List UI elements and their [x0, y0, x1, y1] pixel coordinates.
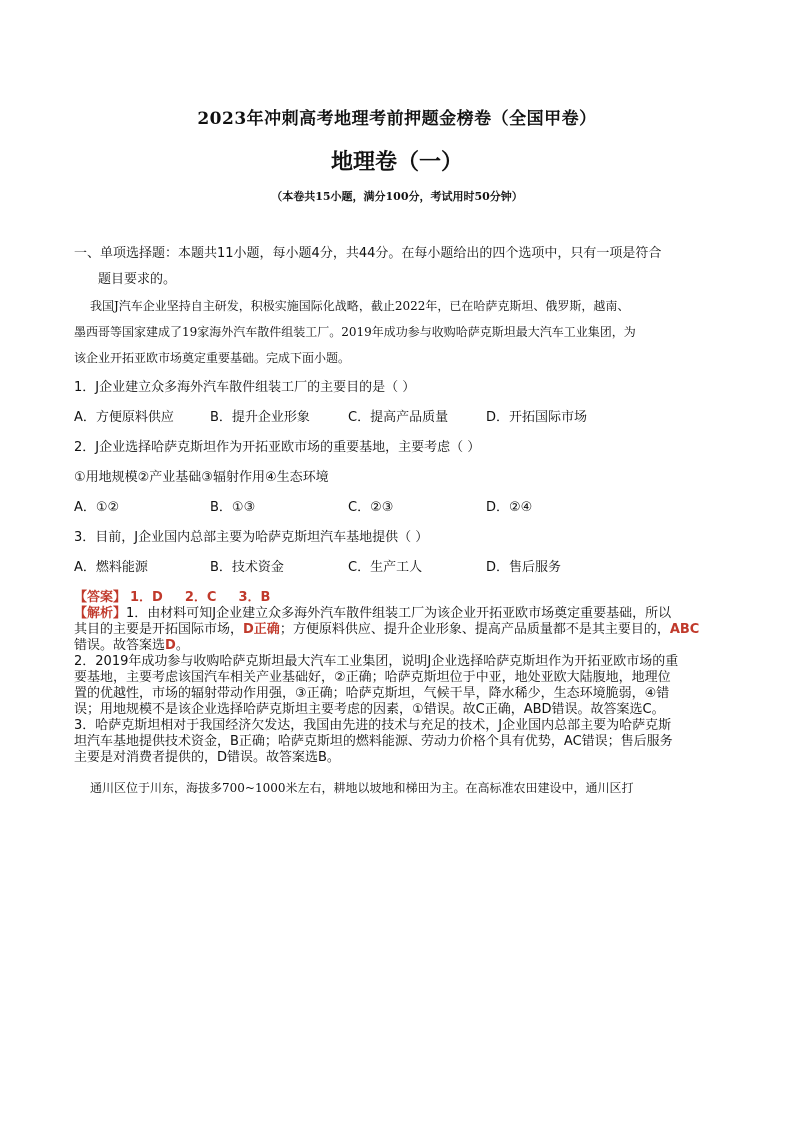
option-c: C．生产工人 [348, 560, 423, 575]
answer-label: 【答案】 [74, 590, 127, 605]
answer-line [74, 590, 722, 606]
option-d: D．开拓国际市场 [486, 410, 588, 425]
answer-value: 2．C [184, 590, 217, 605]
explanation-text: ；方便原料供应、提升企业形象、提高产品质量都不是其主要目的， [279, 622, 670, 637]
passage-1-line: 我国J汽车企业坚持自主研发，积极实施国际化战略，截止2022年，已在哈萨克斯坦、俄罗斯，越南、 [90, 299, 630, 313]
option-a: A．①② [74, 500, 120, 515]
explanation-line: 3．哈萨克斯坦相对于我国经济欠发达，我国由先进的技术与充足的技术，J企业国内总部主要为哈萨克斯 [74, 718, 672, 733]
section-heading-cont: 题目要求的。 [98, 272, 177, 287]
question-3-options [74, 560, 722, 576]
section-heading: 一、单项选择题：本题共11小题，每小题4分，共44分。在每小题给出的四个选项中，只有一项是符合 [74, 246, 662, 261]
explanation-line [74, 638, 722, 654]
explanation-text: 。 [175, 638, 189, 653]
question-2-stem: 2．J企业选择哈萨克斯坦作为开拓亚欧市场的重要基地，主要考虑（ ） [74, 440, 481, 455]
exam-content [74, 246, 722, 796]
explanation-line: 要基地，主要考虑该国汽车相关产业基础好，②正确；哈萨克斯坦位于中亚，地处亚欧大陆腹地，地理位 [74, 670, 671, 685]
explanation-highlight: D [165, 638, 176, 653]
exam-title: 2023年冲刺高考地理考前押题金榜卷（全国甲卷） [197, 109, 597, 129]
option-a: A．方便原料供应 [74, 410, 174, 425]
explanation-highlight: ABC [669, 622, 700, 637]
option-c: C．②③ [348, 500, 394, 515]
question-2-statements: ①用地规模②产业基础③辐射作用④生态环境 [74, 470, 329, 485]
explanation-line: 误；用地规模不是该企业选择哈萨克斯坦主要考虑的因素，①错误。故C正确，ABD错误。故答案选C。 [74, 702, 665, 717]
question-1-stem: 1．J企业建立众多海外汽车散件组装工厂的主要目的是（ ） [74, 380, 416, 395]
option-c: C．提高产品质量 [348, 410, 449, 425]
question-1-options [74, 410, 722, 426]
option-d: D．②④ [486, 500, 533, 515]
explanation-text: 错误。故答案选 [74, 638, 166, 653]
exam-note: （本卷共15小题，满分100分，考试用时50分钟） [271, 190, 523, 203]
explanation-line: 置的优越性，市场的辐射带动作用强，③正确；哈萨克斯坦，气候干旱，降水稀少，生态环境脆弱，④错 [74, 686, 670, 701]
option-b: B．提升企业形象 [210, 410, 310, 425]
explanation-line: 主要是对消费者提供的，D错误。故答案选B。 [74, 750, 340, 765]
explanation-line: 2．2019年成功参与收购哈萨克斯坦最大汽车工业集团，说明J企业选择哈萨克斯坦作为开拓亚欧市场的重 [74, 654, 679, 669]
option-a: A．燃料能源 [74, 560, 148, 575]
explanation-highlight: D正确 [243, 622, 280, 637]
option-d: D．售后服务 [486, 560, 562, 575]
passage-1-line: 墨西哥等国家建成了19家海外汽车散件组装工厂。2019年成功参与收购哈萨克斯坦最大汽车工业集团，为 [74, 325, 636, 339]
paper-subtitle: 地理卷（一） [330, 150, 463, 175]
question-2-options [74, 500, 722, 516]
answer-value: 1．D [130, 590, 163, 605]
explanation-line: 坦汽车基地提供技术资金，B正确；哈萨克斯坦的燃料能源、劳动力价格个具有优势，AC错误；售后服务 [74, 734, 673, 749]
explanation-label: 【解析】 [74, 606, 127, 621]
question-3-stem: 3．目前，J企业国内总部主要为哈萨克斯坦汽车基地提供（ ） [74, 530, 429, 545]
explanation-text: 1．由材料可知J企业建立众多海外汽车散件组装工厂为该企业开拓亚欧市场奠定重要基础，所以 [126, 606, 672, 621]
explanation-line [74, 606, 722, 622]
option-b: B．技术资金 [210, 560, 284, 575]
answer-value: 3．B [238, 590, 271, 605]
passage-1-line: 该企业开拓亚欧市场奠定重要基础。完成下面小题。 [74, 351, 351, 365]
explanation-line [74, 622, 722, 638]
explanation-text: 其目的主要是开拓国际市场， [74, 622, 244, 637]
option-b: B．①③ [210, 500, 256, 515]
passage-2-line: 通川区位于川东，海拔多700~1000米左右，耕地以坡地和梯田为主。在高标准农田建设中，通川区打 [90, 781, 634, 795]
